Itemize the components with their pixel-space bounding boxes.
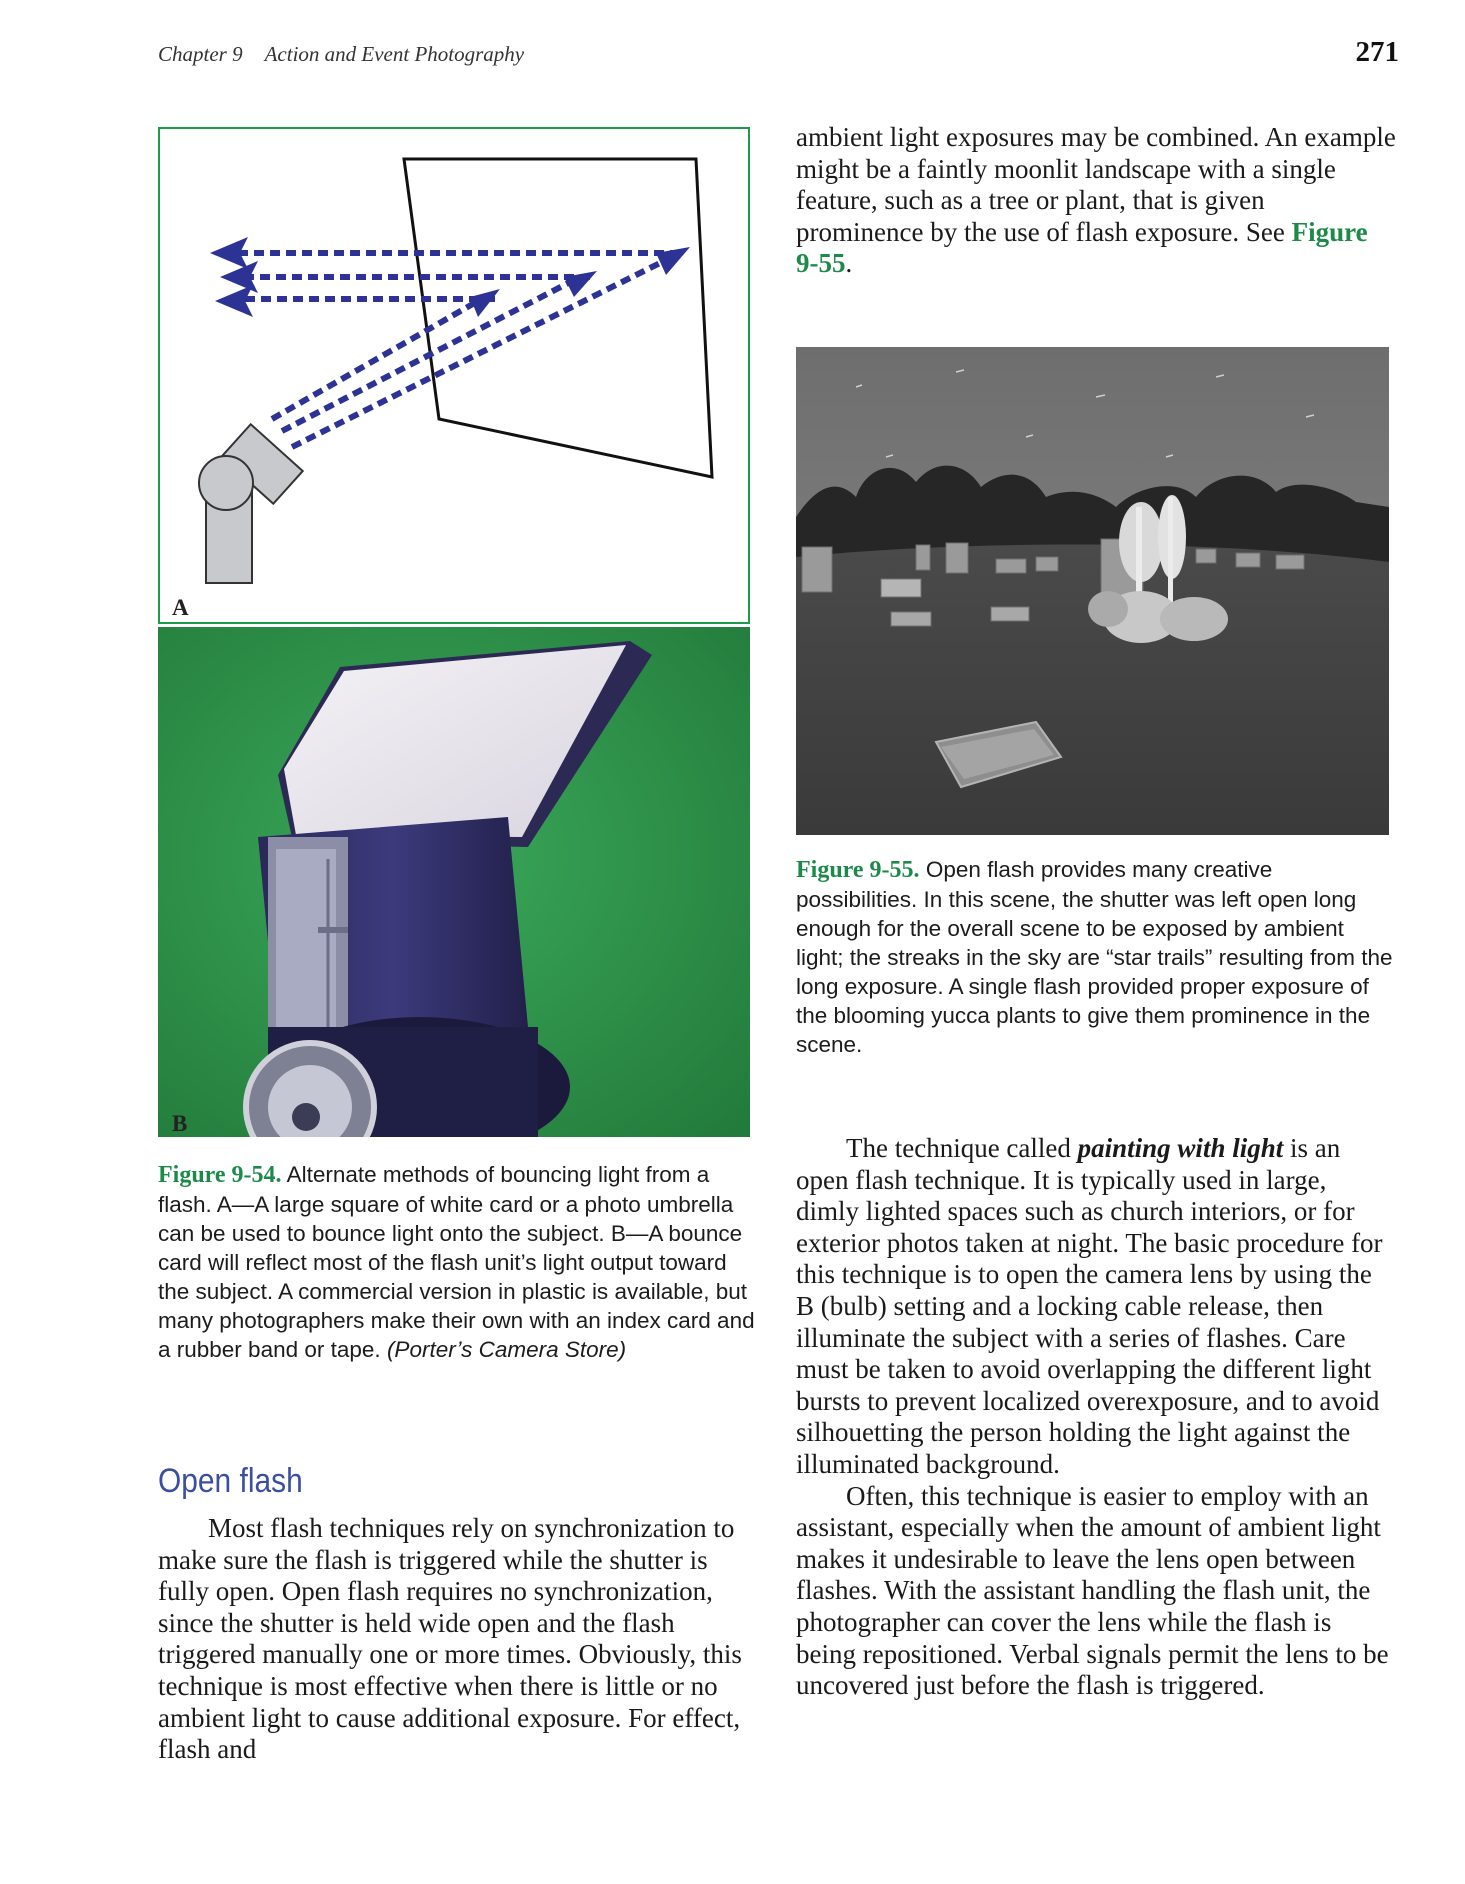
flash-unit-shape — [199, 424, 303, 583]
figure-55-photo — [796, 347, 1389, 835]
figure-54-caption-text: Alternate methods of bouncing light from a flash. A—A large square of white card or a photo umbrella can be used to bounce light onto the subject. B—A bounce card will reflect most of the flash unit’s light output toward the subject. A commercial version in plastic is available, but many photographers make their own with an index card and a rubber band or tape. — [158, 1162, 755, 1362]
page-number: 271 — [1355, 36, 1399, 68]
section-heading: Open flash — [158, 1462, 303, 1500]
paragraph-assistant: Often, this technique is easier to employ with an assistant, especially when the amount of ambient light makes it undesirable to leave the lens open between flashes. With the assistant handling the flash unit, the photographer can cover the lens while the flash is being repositioned. Verbal signals permit the lens to be uncovered just before the flash is triggered. — [796, 1480, 1389, 1701]
reference-period: . — [845, 248, 853, 279]
bounce-card-photo — [158, 627, 750, 1137]
figure-55-label: Figure 9-55. — [796, 857, 920, 883]
panel-b-label: B — [172, 1111, 188, 1136]
right-column-body — [796, 1133, 1396, 1702]
chapter-title: Action and Event Photography — [264, 42, 525, 66]
cemetery-night-photo — [796, 347, 1389, 835]
panel-a-label: A — [172, 595, 189, 620]
figure-55-reference: Figure 9-55 — [796, 216, 1368, 279]
bounce-card-shape — [404, 159, 712, 477]
right-column-top-text — [796, 122, 1396, 280]
paragraph-open-flash: Most flash techniques rely on synchronization to make sure the flash is triggered while the shutter is fully open. Open flash requires no synchronization, since the shutter is held wide open and the flash triggered manually one or more times. Obviously, this technique is most effective when there is little or no ambient light to cause additional exposure. For effect, flash and — [158, 1513, 742, 1765]
paragraph-continuation: ambient light exposures may be combined. An example might be a faintly moonlit landscape with a single feature, such as a tree or plant, that is given prominence by the use of flash exposure. See — [796, 122, 1396, 247]
paragraph-painting-with-light — [796, 1133, 1396, 1481]
paragraph-start: The technique called — [846, 1133, 1071, 1163]
chapter-number: Chapter 9 — [158, 42, 243, 66]
key-term: painting with light — [1077, 1133, 1284, 1163]
figure-54-caption — [158, 1160, 758, 1364]
bounce-card-diagram — [160, 129, 752, 626]
figure-54-panel-b — [158, 627, 750, 1137]
figure-54-credit: (Porter’s Camera Store) — [386, 1337, 627, 1362]
figure-55-caption-text: Open flash provides many creative possibilities. In this scene, the shutter was left open long enough for the overall scene to be exposed by ambient light; the streaks in the sky are “star trails” resulting from the long exposure. A single flash provided proper exposure of the blooming yucca plants to give them prominence in the scene. — [796, 857, 1393, 1057]
figure-55-caption — [796, 855, 1396, 1059]
left-column-body — [158, 1513, 758, 1766]
running-head — [158, 42, 524, 67]
figure-54-label: Figure 9-54. — [158, 1162, 282, 1188]
paragraph-rest: is an open flash technique. It is typically used in large, dimly lighted spaces such as church interiors, or for exterior photos taken at night. The basic procedure for this technique is to open the camera lens by using the B (bulb) setting and a locking cable release, then illuminate the subject with a series of flashes. Care must be taken to avoid overlapping the different light bursts to prevent localized overexposure, and to avoid silhouetting the person holding the light against the illuminated background. — [796, 1133, 1383, 1479]
figure-54-panel-a — [158, 127, 750, 624]
